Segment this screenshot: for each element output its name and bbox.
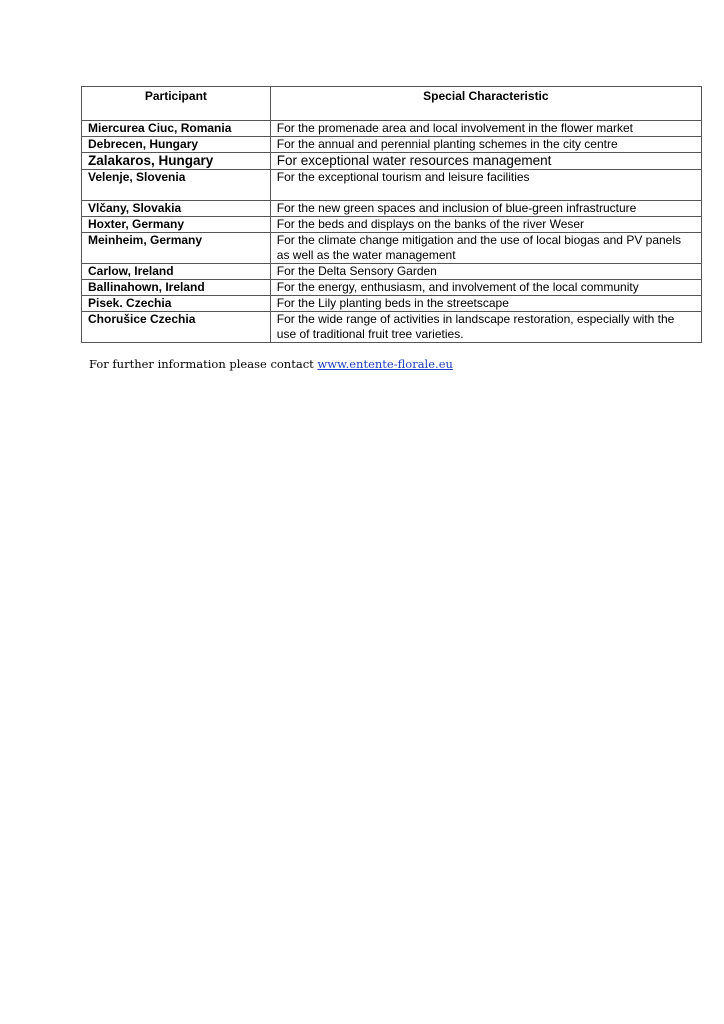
website-link[interactable]: www.entente-florale.eu [317,357,453,371]
participant-cell: Chorušice Czechia [82,312,271,343]
participant-cell: Carlow, Ireland [82,264,271,280]
table-row [82,312,702,343]
characteristic-cell: For the wide range of activities in landscape restoration, especially with the use of traditional fruit tree varieties. [270,312,701,343]
header-special-characteristic: Special Characteristic [270,87,701,121]
header-participant: Participant [82,87,271,121]
table-row [82,121,702,137]
participant-cell: Ballinahown, Ireland [82,280,271,296]
characteristic-cell: For the annual and perennial planting schemes in the city centre [270,137,701,153]
table-row [82,264,702,280]
participant-cell: Pisek. Czechia [82,296,271,312]
table-header-row [82,87,702,121]
characteristic-cell: For the new green spaces and inclusion of blue-green infrastructure [270,201,701,217]
participant-cell: Vlčany, Slovakia [82,201,271,217]
participant-cell: Zalakaros, Hungary [82,153,271,170]
characteristic-cell: For the beds and displays on the banks of the river Weser [270,217,701,233]
characteristic-cell: For the Delta Sensory Garden [270,264,701,280]
characteristic-cell: For the exceptional tourism and leisure facilities [270,170,701,201]
table-row [82,233,702,264]
characteristic-cell: For the promenade area and local involvement in the flower market [270,121,701,137]
contact-text: For further information please contact [89,357,318,371]
participant-cell: Debrecen, Hungary [82,137,271,153]
table-row [82,153,702,170]
table-row [82,170,702,201]
table-row [82,280,702,296]
table-row [82,217,702,233]
characteristic-cell: For the Lily planting beds in the streetscape [270,296,701,312]
contact-footer [89,357,453,371]
special-characteristics-table [81,86,702,343]
table-row [82,296,702,312]
characteristic-cell: For exceptional water resources management [270,153,701,170]
participant-cell: Meinheim, Germany [82,233,271,264]
characteristic-cell: For the energy, enthusiasm, and involvement of the local community [270,280,701,296]
participant-cell: Velenje, Slovenia [82,170,271,201]
participant-cell: Hoxter, Germany [82,217,271,233]
characteristic-cell: For the climate change mitigation and the use of local biogas and PV panels as well as the water management [270,233,701,264]
participant-cell: Miercurea Ciuc, Romania [82,121,271,137]
table-row [82,137,702,153]
table-row [82,201,702,217]
